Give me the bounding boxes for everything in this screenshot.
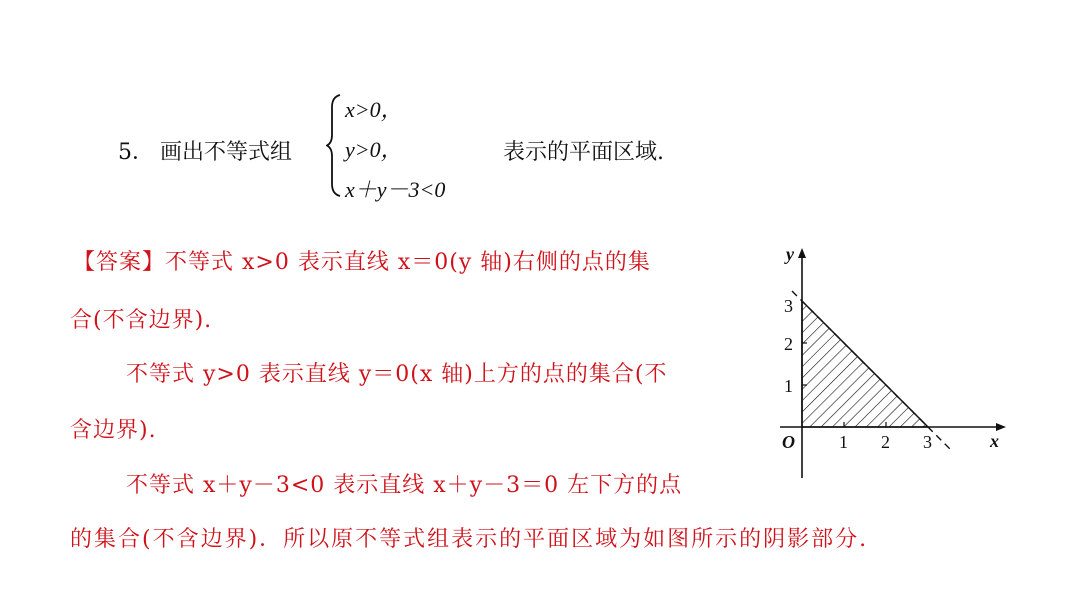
x-axis-label: x <box>990 431 999 451</box>
x-tick-3: 3 <box>923 432 932 452</box>
answer-text-1: 不等式 x>0 表示直线 x＝0(y 轴)右侧的点的集 <box>165 250 651 275</box>
y-tick-2: 2 <box>784 334 793 354</box>
answer-line-3: 不等式 y>0 表示直线 y＝0(x 轴)上方的点的集合(不 <box>126 362 668 387</box>
x-axis-arrow <box>996 423 1006 431</box>
answer-line-6: 的集合(不含边界)．所以原不等式组表示的平面区域为如图所示的阴影部分. <box>70 527 869 552</box>
x-tick-1: 1 <box>839 432 848 452</box>
answer-line-4: 含边界). <box>70 418 157 443</box>
y-axis-arrow <box>798 248 806 258</box>
left-brace <box>326 93 342 198</box>
question-suffix: 表示的平面区域. <box>503 140 664 165</box>
y-tick-3: 3 <box>784 296 793 316</box>
region-figure <box>770 240 1040 485</box>
question-number: 5． <box>118 140 154 165</box>
question-prefix: 画出不等式组 <box>160 140 293 165</box>
answer-tag: 【答案】 <box>73 250 166 275</box>
y-tick-1: 1 <box>784 376 793 396</box>
y-axis-label: y <box>786 244 794 264</box>
x-tick-2: 2 <box>881 432 890 452</box>
system-line-2: y>0， <box>345 137 403 162</box>
origin-label: O <box>782 432 795 452</box>
answer-line-5: 不等式 x＋y－3<0 表示直线 x＋y－3＝0 左下方的点 <box>126 473 683 498</box>
system-line-3: x＋y－3<0 <box>345 177 446 202</box>
system-line-1: x>0， <box>345 97 403 122</box>
answer-line-2: 合(不含边界). <box>70 308 213 333</box>
answer-line-1 <box>73 245 651 276</box>
